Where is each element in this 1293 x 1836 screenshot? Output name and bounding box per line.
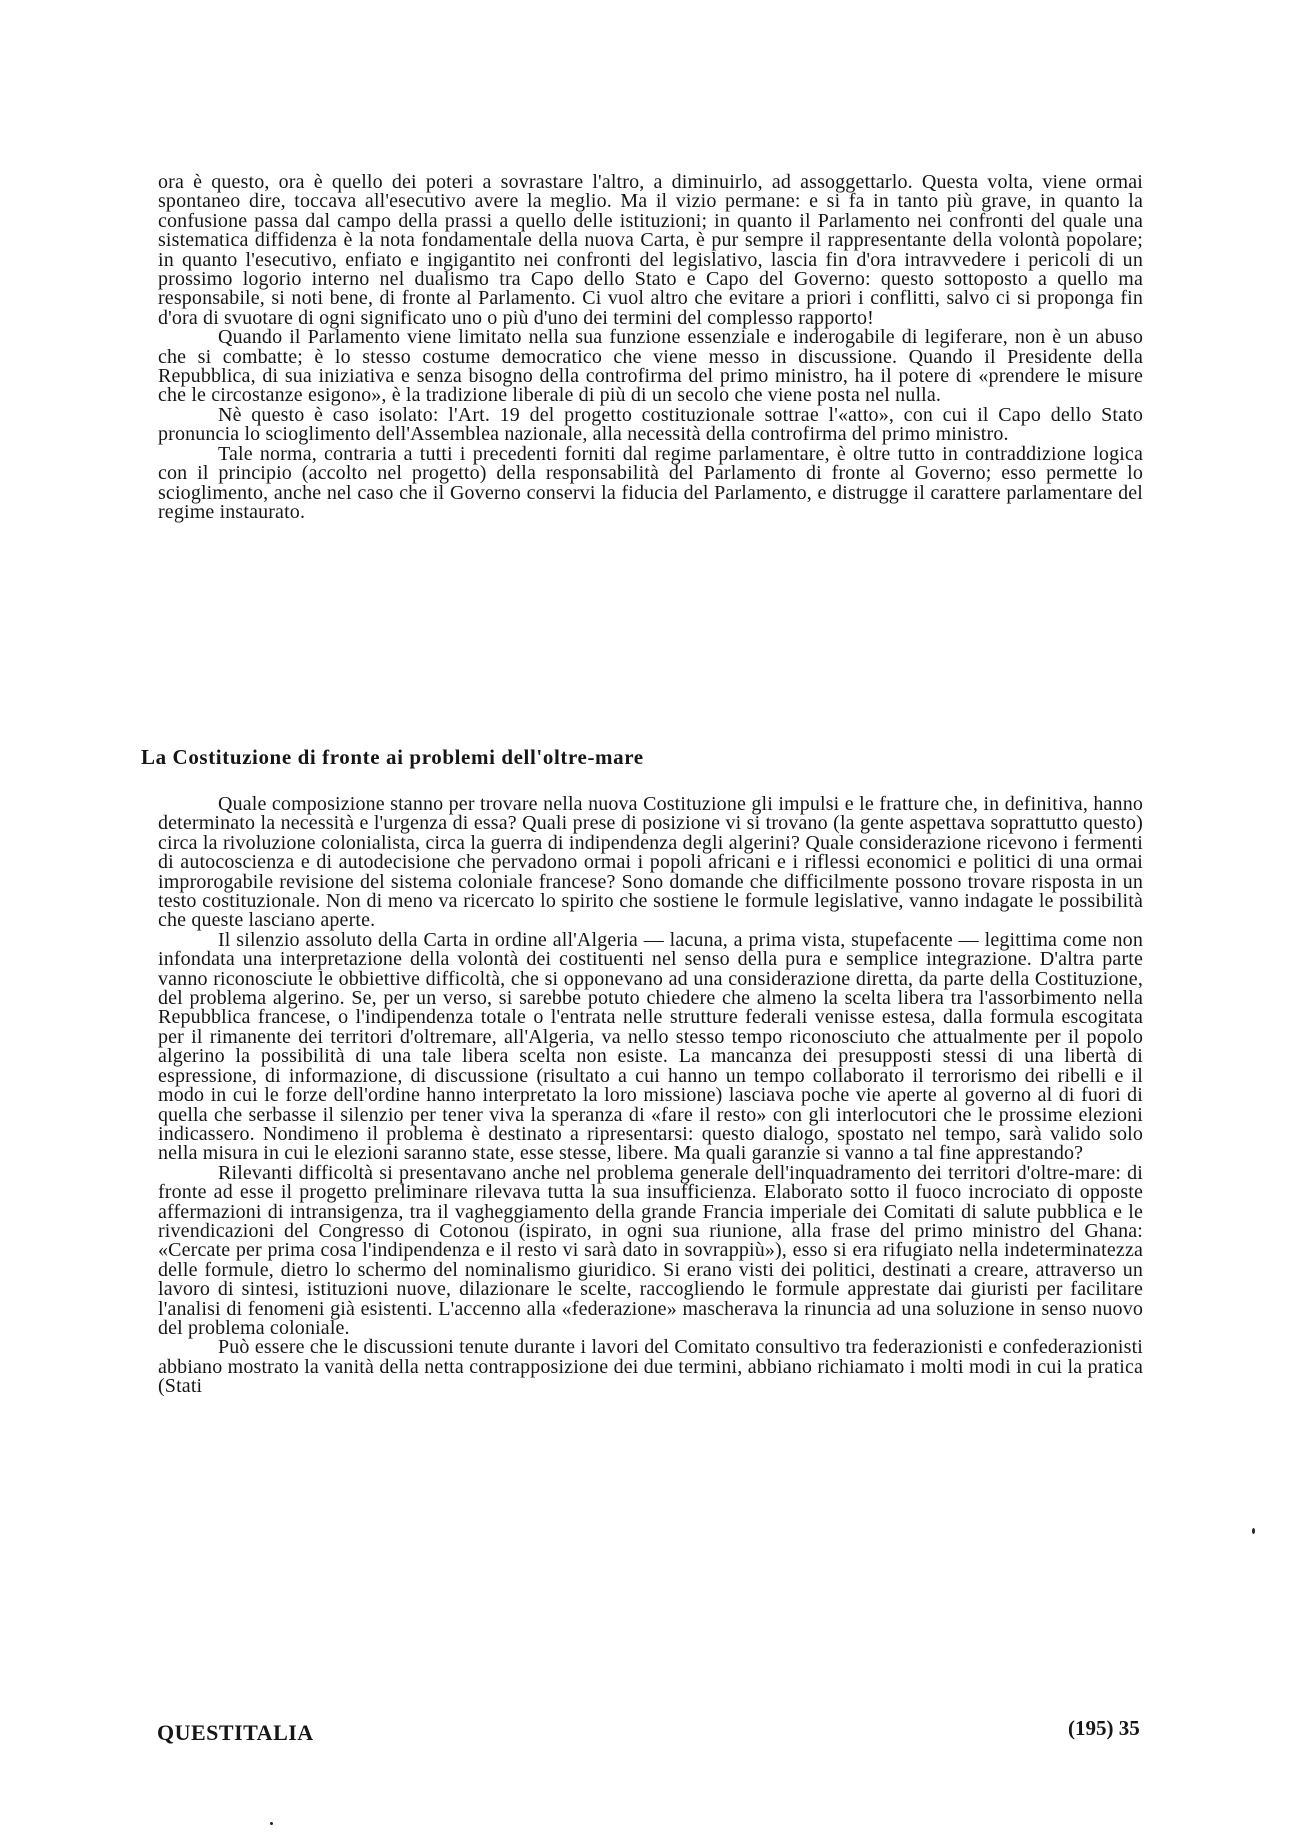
- paragraph: Tale norma, contraria a tutti i precedenti forniti dal regime parlamentare, è oltre tutto in contraddizione logica con il principio (accolto nel progetto) della responsabilità del Parlamento di fronte al Governo; esso permette lo scioglimento, anche nel caso che il Governo conservi la fiducia del Parlamento, e distrugge il carattere parlamentare del regime instaurato.: [158, 442, 1143, 523]
- journal-name: QUESTITALIA: [157, 1720, 314, 1745]
- text-block-bottom: [158, 795, 1143, 1397]
- text-block-top: [158, 173, 1143, 522]
- section-heading: La Costituzione di fronte ai problemi dell'oltre-mare: [141, 745, 644, 769]
- paragraph: Nè questo è caso isolato: l'Art. 19 del progetto costituzionale sottrae l'«atto», con cui il Capo dello Stato pronuncia lo scioglimento dell'Assemblea nazionale, alla necessità della controfirma del primo ministro.: [158, 403, 1143, 446]
- paragraph: Può essere che le discussioni tenute durante i lavori del Comitato consultivo tra federazionisti e confederazionisti abbiano mostrato la vanità della netta contrapposizione dei due termini, abbiano richiamato i molti modi in cui la pratica (Stati: [158, 1336, 1143, 1398]
- page-number: (195) 35: [1068, 1716, 1140, 1740]
- paragraph: Il silenzio assoluto della Carta in ordine all'Algeria — lacuna, a prima vista, stupefacente — legittima come non infondata una interpretazione della volontà dei costituenti nel senso della pura e semplice integrazione. D'altra parte vanno riconosciute le obbiettive difficoltà, che si opponevano ad una considerazione diretta, da parte della Costituzione, del problema algerino. Se, per un verso, si sarebbe potuto chiedere che almeno la scelta libera tra l'assorbimento nella Repubblica francese, o l'indipendenza totale o l'entrata nelle strutture federali venisse estesa, dalla formula escogitata per il rimanente dei territori d'oltremare, all'Algeria, va nello stesso tempo riconosciuto che attualmente per il popolo algerino la possibilità di una tale libera scelta non esiste. La mancanza dei presupposti stessi di una libertà di espressione, di informazione, di discussione (risultato a cui hanno un tempo collaborato il terrorismo dei ribelli e il modo in cui le forze dell'ordine hanno interpretato la loro missione) lasciava poche vie aperte al governo al di fuori di quella che serbasse il silenzio per tener viva la speranza di «fare il resto» con gli interlocutori che le prossime elezioni indicassero. Nondimeno il problema è destinato a ripresentarsi: questo dialogo, spostato nel tempo, sarà valido solo nella misura in cui le elezioni saranno state, esse stesse, libere. Ma quali garanzie si vanno a tal fine apprestando?: [158, 928, 1143, 1165]
- scan-speck: [270, 1822, 273, 1825]
- scan-speck: [1252, 1528, 1255, 1534]
- paragraph: ora è questo, ora è quello dei poteri a sovrastare l'altro, a diminuirlo, ad assoggettarlo. Questa volta, viene ormai spontaneo dire, toccava all'esecutivo avere la meglio. Ma il vizio permane: e si fa in tanto più grave, in quanto la confusione passa dal campo della prassi a quello delle istituzioni; in quanto il Parlamento nei confronti del quale una sistematica diffidenza è la nota fondamentale della nuova Carta, è pur sempre il rappresentante della volontà popolare; in quanto l'esecutivo, enfiato e ingigantito nei confronti del legislativo, lascia fin d'ora intravvedere i pericoli di un prossimo logorio interno nel dualismo tra Capo dello Stato e Capo del Governo: questo sottoposto a quello ma responsabile, si noti bene, di fronte al Parlamento. Ci vuol altro che evitare a priori i conflitti, salvo ci si proponga fin d'ora di svuotare di ogni significato uno o più d'uno dei termini del complesso rapporto!: [158, 171, 1143, 329]
- paragraph: Quale composizione stanno per trovare nella nuova Costituzione gli impulsi e le fratture che, in definitiva, hanno determinato la necessità e l'urgenza di essa? Quali prese di posizione vi si trovano (la gente aspettava soprattutto questo) circa la rivoluzione colonialista, circa la guerra di indipendenza degli algerini? Quale considerazione ricevono i fermenti di autocoscienza e di autodecisione che pervadono ormai i popoli africani e i riflessi economici e politici di una ormai improrogabile revisione del sistema coloniale francese? Sono domande che difficilmente possono trovare risposta in un testo costituzionale. Non di meno va ricercato lo spirito che sostiene le formule legislative, vanno indagate le possibilità che queste lasciano aperte.: [158, 793, 1143, 932]
- paragraph: Rilevanti difficoltà si presentavano anche nel problema generale dell'inquadramento dei territori d'oltre-mare: di fronte ad esse il progetto preliminare rilevava tutta la sua insufficienza. Elaborato sotto il fuoco incrociato di opposte affermazioni di intransigenza, tra il vagheggiamento della grande Francia imperiale dei Comitati di salute pubblica e le rivendicazioni del Congresso di Cotonou (ispirato, in ogni sua riunione, alla frase del primo ministro del Ghana: «Cercate per prima cosa l'indipendenza e il resto vi sarà dato in sovrappiù»), esso si era rifugiato nella indeterminatezza delle formule, dietro lo schermo del nominalismo giuridico. Si erano visti dei politici, destinati a creare, attraverso un lavoro di sintesi, istituzioni nuove, dilazionare le scelte, raccogliendo le formule apprestate dai giuristi per facilitare l'analisi di fenomeni già esistenti. L'accenno alla «federazione» mascherava la rinuncia ad una soluzione in senso nuovo del problema coloniale.: [158, 1161, 1143, 1339]
- paragraph: Quando il Parlamento viene limitato nella sua funzione essenziale e inderogabile di legiferare, non è un abuso che si combatte; è lo stesso costume democratico che viene messo in discussione. Quando il Presidente della Repubblica, di sua iniziativa e senza bisogno della controfirma del primo ministro, ha il potere di «prendere le misure che le circostanze esigono», è la tradizione liberale di più di un secolo che viene posta nel nulla.: [158, 326, 1143, 407]
